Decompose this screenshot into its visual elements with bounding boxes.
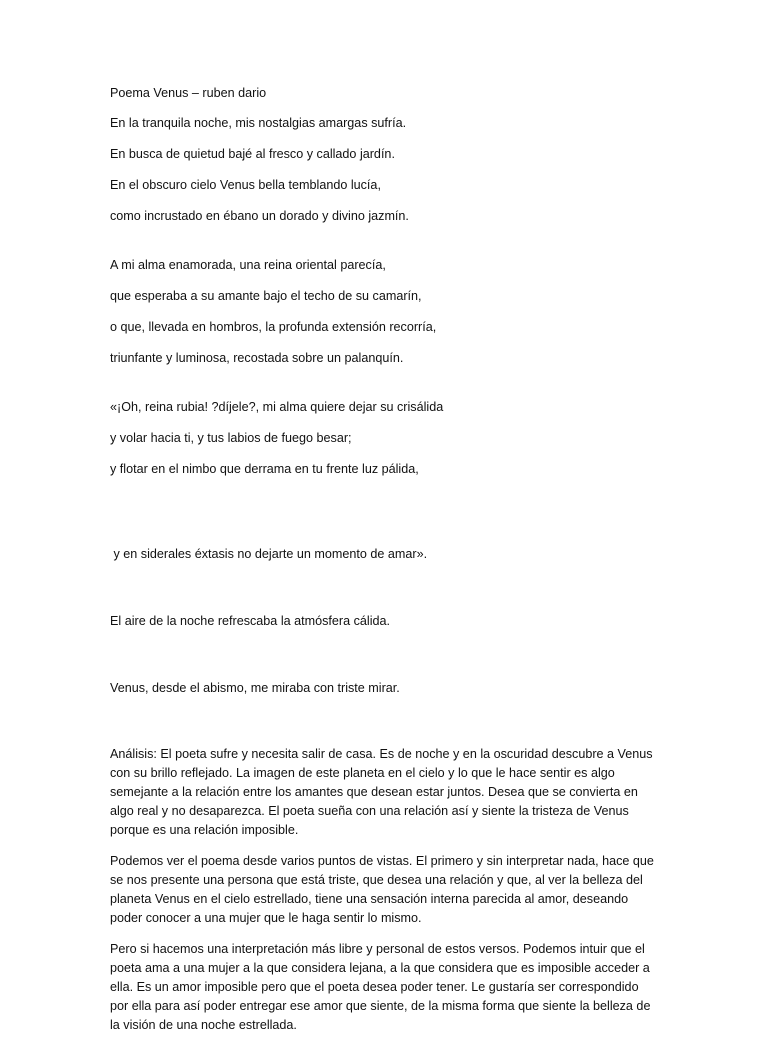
verse-line: «¡Oh, reina rubia! ?díjele?, mi alma quiere dejar su crisálida bbox=[110, 400, 444, 414]
verse-line: En busca de quietud bajé al fresco y callado jardín. bbox=[110, 147, 395, 161]
verse-line: En la tranquila noche, mis nostalgias amargas sufría. bbox=[110, 116, 407, 130]
stanza-2 bbox=[110, 256, 658, 367]
analysis-paragraph: Análisis: El poeta sufre y necesita salir de casa. Es de noche y en la oscuridad descubre a Venus con su brillo reflejado. La imagen de este planeta en el cielo y lo que le hace sentir es algo semejante a la relación entre los amantes que desean estar juntos. Desea que se convierta en algo real y no desaparezca. El poeta sueña con una relación así y siente la tristeza de Venus porque es una relación imposible. bbox=[110, 747, 653, 837]
verse-line: y en siderales éxtasis no dejarte un momento de amar». bbox=[110, 547, 428, 561]
verse-line: como incrustado en ébano un dorado y divino jazmín. bbox=[110, 209, 409, 223]
stanza-gap bbox=[110, 225, 658, 256]
verse-line: A mi alma enamorada, una reina oriental parecía, bbox=[110, 258, 386, 272]
stanza-1 bbox=[110, 114, 658, 225]
document-body bbox=[110, 84, 658, 1047]
poem-title: Poema Venus – ruben dario bbox=[110, 86, 267, 100]
verse-line: o que, llevada en hombros, la profunda extensión recorría, bbox=[110, 320, 437, 334]
verse-line: que esperaba a su amante bajo el techo de su camarín, bbox=[110, 289, 422, 303]
stanza-gap bbox=[110, 478, 658, 509]
verse-line: y flotar en el nimbo que derrama en tu frente luz pálida, bbox=[110, 462, 419, 476]
verse-line: Venus, desde el abismo, me miraba con triste mirar. bbox=[110, 681, 400, 695]
verse-line: triunfante y luminosa, recostada sobre un palanquín. bbox=[110, 351, 404, 365]
verse-line: y volar hacia ti, y tus labios de fuego besar; bbox=[110, 431, 352, 445]
stanza-4 bbox=[110, 509, 658, 733]
stanza-3 bbox=[110, 398, 658, 478]
stanza-gap bbox=[110, 367, 658, 398]
verse-line: El aire de la noche refrescaba la atmósfera cálida. bbox=[110, 614, 391, 628]
verse-line: En el obscuro cielo Venus bella temblando lucía, bbox=[110, 178, 381, 192]
free-interpretation-paragraph: Pero si hacemos una interpretación más libre y personal de estos versos. Podemos intuir que el poeta ama a una mujer a la que considera lejana, a la que considera que es imposible acceder a ella. Es un amor imposible pero que el poeta desea poder tener. Le gustaría ser correspondido por ella para así poder entregar ese amor que siente, de la misma forma que siente la belleza de la visión de una noche estrellada. bbox=[110, 942, 651, 1032]
interpretation-paragraph: Podemos ver el poema desde varios puntos de vistas. El primero y sin interpretar nada, hace que se nos presente una persona que está triste, que desea una relación y que, al ver la belleza del planeta Venus en el cielo estrellado, tiene una sensación interna parecida al amor, deseando poder conocer a una mujer que le haga sentir lo mismo. bbox=[110, 854, 654, 925]
